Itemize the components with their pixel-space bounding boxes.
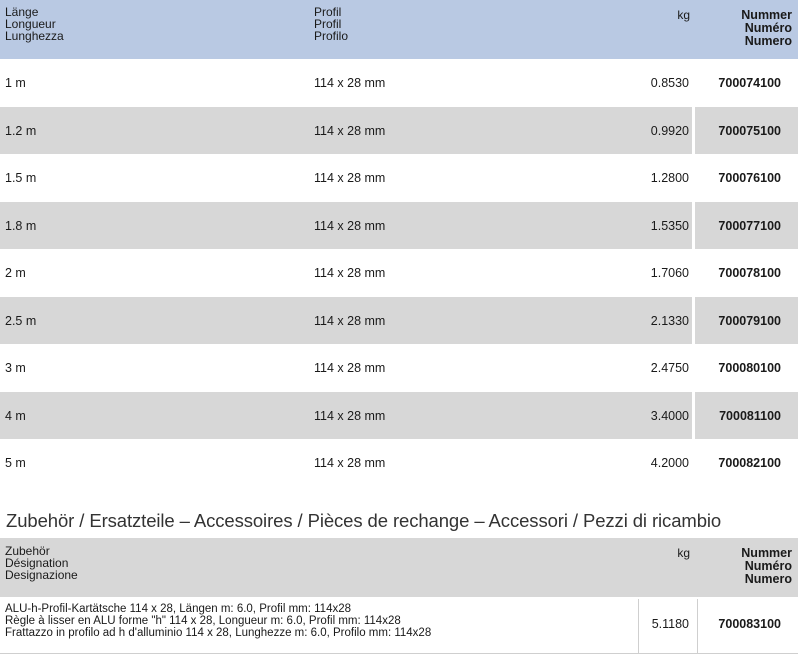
acc-header-designation-fr: Désignation [5,556,69,570]
row-number: 700074100 [718,76,781,90]
table-header [0,0,798,59]
accessory-description-de: ALU-h-Profil-Kartätsche 114 x 28, Längen m: 6.0, Profil mm: 114x28 [5,603,352,615]
row-length: 5 m [5,456,26,470]
accessory-description [5,603,431,639]
column-divider [638,599,639,654]
table-row [0,249,798,297]
row-number: 700082100 [718,456,781,470]
acc-header-weight: kg [677,546,690,560]
row-number: 700078100 [718,266,781,280]
acc-header-number-fr: Numéro [744,559,792,573]
row-weight: 0.8530 [650,76,689,90]
row-number: 700081100 [719,408,781,423]
row-weight: 0.9920 [650,123,689,138]
row-weight: 1.5350 [650,218,689,233]
row-profile: 114 x 28 mm [314,361,386,375]
row-weight: 1.2800 [650,171,689,185]
header-profile-de: Profil [314,5,342,19]
row-profile: 114 x 28 mm [314,76,386,90]
row-number: 700077100 [718,218,781,233]
header-number-fr: Numéro [744,21,792,35]
row-profile: 114 x 28 mm [314,171,386,185]
row-profile: 114 x 28 mm [314,218,386,233]
table-row [0,392,798,440]
row-length: 3 m [5,361,26,375]
accessory-description-fr: Règle à lisser en ALU forme "h" 114 x 28, Longueur m: 6.0, Profil mm: 114x28 [5,615,401,627]
row-length: 1.2 m [5,123,37,138]
column-divider [692,107,695,155]
row-profile: 114 x 28 mm [314,456,386,470]
table-row [0,59,798,107]
row-length: 1.8 m [5,218,37,233]
header-number [741,9,792,48]
header-number-de: Nummer [741,8,792,22]
header-weight: kg [677,8,690,22]
row-number: 700080100 [718,361,781,375]
row-weight: 1.7060 [650,266,689,280]
table-row [0,202,798,250]
header-profile-fr: Profil [314,17,342,31]
accessory-row [0,599,798,654]
acc-header-designation-it: Designazione [5,568,78,582]
table-row [0,297,798,345]
row-number: 700079100 [718,313,781,328]
accessory-number: 700083100 [718,617,781,631]
header-length-it: Lunghezza [5,29,64,43]
accessory-weight: 5.1180 [651,617,689,631]
row-length: 1 m [5,76,26,90]
column-divider [692,392,695,440]
row-divider [0,653,798,654]
accessories-title: Zubehör / Ersatzteile – Accessoires / Pièces de rechange – Accessori / Pezzi di ricambio [6,510,722,531]
row-profile: 114 x 28 mm [314,408,386,423]
row-length: 2 m [5,266,26,280]
row-number: 700076100 [718,171,781,185]
header-length-fr: Longueur [5,17,56,31]
header-length-de: Länge [5,5,39,19]
header-profile [314,6,348,42]
row-length: 2.5 m [5,313,37,328]
column-divider [697,599,698,654]
table-row [0,439,798,487]
table-row [0,154,798,202]
row-weight: 2.4750 [650,361,689,375]
row-length: 1.5 m [5,171,37,185]
acc-header-designation-de: Zubehör [5,544,50,558]
row-weight: 3.4000 [650,408,689,423]
header-length [5,6,64,42]
row-weight: 2.1330 [650,313,689,328]
column-divider [692,202,695,250]
row-profile: 114 x 28 mm [314,123,386,138]
accessory-description-it: Frattazzo in profilo ad h d'alluminio 114 x 28, Lunghezze m: 6.0, Profilo mm: 114x28 [5,627,432,639]
row-number: 700075100 [718,123,781,138]
row-profile: 114 x 28 mm [314,313,386,328]
column-divider [692,297,695,345]
table-row [0,344,798,392]
table-row [0,107,798,155]
acc-header-number-it: Numero [744,572,792,586]
header-number-it: Numero [744,34,792,48]
acc-header-number-de: Nummer [741,546,792,560]
acc-header-number [741,547,792,586]
row-profile: 114 x 28 mm [314,266,386,280]
row-weight: 4.2000 [650,456,689,470]
row-length: 4 m [5,408,26,423]
acc-header-designation [5,545,78,581]
header-profile-it: Profilo [314,29,349,43]
accessories-table-header [0,538,798,597]
